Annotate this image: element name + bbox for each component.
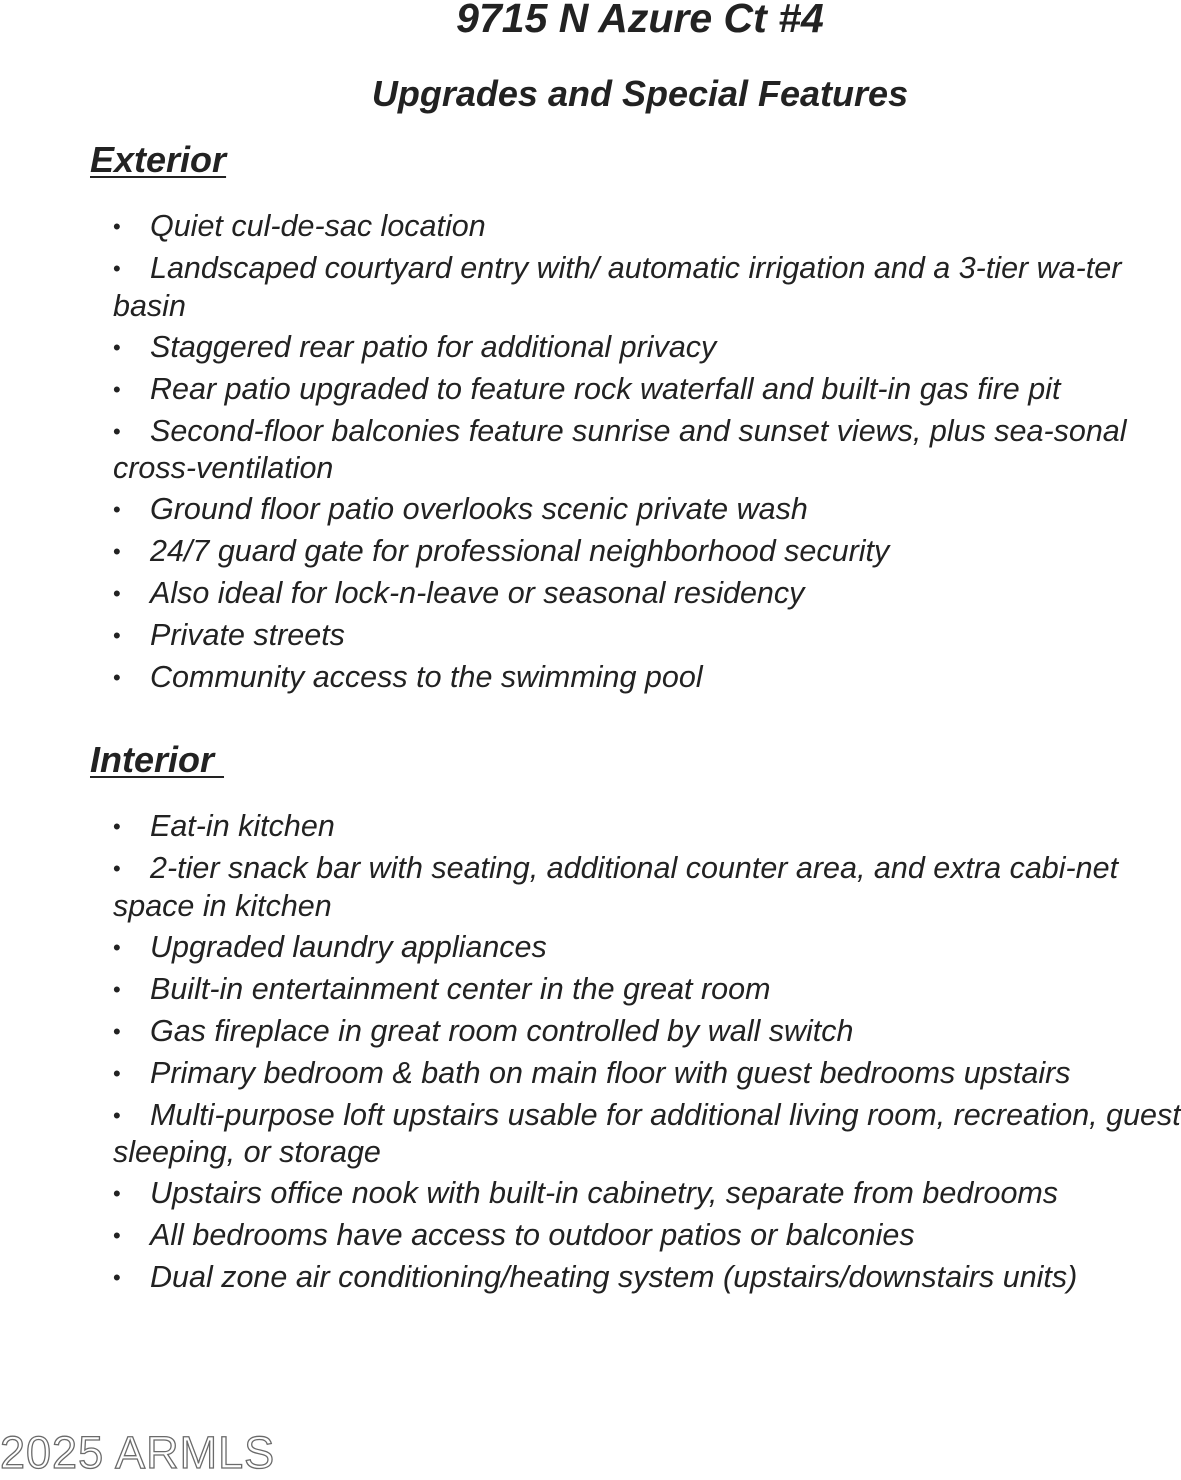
feature-text: Multi-purpose loft upstairs usable for additional living room, recreation, guest sleeping, or storage xyxy=(113,1097,1181,1169)
bullet-icon: • xyxy=(113,623,121,648)
list-item xyxy=(113,1097,1181,1171)
feature-text: Gas fireplace in great room controlled by wall switch xyxy=(150,1013,854,1048)
bullet-icon: • xyxy=(113,814,121,839)
list-item xyxy=(113,1013,1181,1051)
feature-text: Dual zone air conditioning/heating system (upstairs/downstairs units) xyxy=(150,1260,1078,1294)
bullet-icon: • xyxy=(113,256,121,281)
bullet-icon: • xyxy=(113,334,121,360)
bullet-icon: • xyxy=(113,1223,121,1248)
exterior-feature-list xyxy=(113,208,1181,701)
feature-text: Quiet cul-de-sac location xyxy=(150,209,486,243)
list-item xyxy=(113,1259,1181,1297)
list-item xyxy=(113,413,1181,487)
feature-text: Upgraded laundry appliances xyxy=(150,929,547,964)
list-item xyxy=(113,208,1181,246)
bullet-icon: • xyxy=(113,1018,121,1044)
feature-text: 24/7 guard gate for professional neighborhood security xyxy=(150,534,890,568)
bullet-icon: • xyxy=(113,1265,121,1290)
bullet-icon: • xyxy=(113,976,121,1002)
bullet-icon: • xyxy=(113,581,121,606)
feature-text: Eat-in kitchen xyxy=(150,809,335,843)
bullet-icon: • xyxy=(113,539,121,564)
bullet-icon: • xyxy=(113,214,121,239)
bullet-icon: • xyxy=(113,376,121,402)
list-item xyxy=(113,329,1181,367)
list-item xyxy=(113,850,1181,924)
list-item xyxy=(113,371,1181,409)
feature-text: Staggered rear patio for additional privacy xyxy=(150,329,717,364)
list-item xyxy=(113,1217,1181,1255)
interior-feature-list xyxy=(113,808,1181,1301)
list-item xyxy=(113,659,1181,697)
bullet-icon: • xyxy=(113,665,121,690)
bullet-icon: • xyxy=(113,934,121,960)
feature-text: Second-floor balconies feature sunrise and sunset views, plus sea-sonal cross-ventilation xyxy=(113,413,1127,485)
feature-text: Rear patio upgraded to feature rock waterfall and built-in gas fire pit xyxy=(150,371,1061,406)
bullet-icon: • xyxy=(113,856,121,881)
interior-section-heading: Interior xyxy=(90,739,225,780)
feature-text: Also ideal for lock-n-leave or seasonal residency xyxy=(150,576,805,610)
bullet-icon: • xyxy=(113,497,121,522)
list-item xyxy=(113,250,1181,324)
list-item xyxy=(113,533,1181,571)
bullet-icon: • xyxy=(113,418,121,444)
list-item xyxy=(113,929,1181,967)
list-item xyxy=(113,808,1181,846)
feature-text: Private streets xyxy=(150,618,345,652)
document-title: 9715 N Azure Ct #4 xyxy=(456,0,824,41)
feature-text: Community access to the swimming pool xyxy=(150,660,703,694)
feature-text: Built-in entertainment center in the great room xyxy=(150,971,771,1006)
copyright-watermark: 2025 ARMLS xyxy=(0,1427,276,1478)
bullet-icon: • xyxy=(113,1060,121,1086)
list-item xyxy=(113,971,1181,1009)
bullet-icon: • xyxy=(113,1181,121,1206)
list-item xyxy=(113,1175,1181,1213)
list-item xyxy=(113,1055,1181,1093)
feature-text: Primary bedroom & bath on main floor with guest bedrooms upstairs xyxy=(150,1055,1071,1090)
list-item xyxy=(113,575,1181,613)
feature-text: Ground floor patio overlooks scenic private wash xyxy=(150,492,808,526)
feature-text: Landscaped courtyard entry with/ automatic irrigation and a 3-tier wa-ter basin xyxy=(113,251,1122,323)
feature-text: 2-tier snack bar with seating, additional counter area, and extra cabi-net space in kitchen xyxy=(113,851,1119,923)
document-subtitle: Upgrades and Special Features xyxy=(371,73,909,114)
feature-text: All bedrooms have access to outdoor patios or balconies xyxy=(150,1218,915,1252)
list-item xyxy=(113,491,1181,529)
bullet-icon: • xyxy=(113,1102,121,1128)
exterior-section-heading: Exterior xyxy=(90,139,227,180)
feature-text: Upstairs office nook with built-in cabinetry, separate from bedrooms xyxy=(150,1176,1059,1210)
list-item xyxy=(113,617,1181,655)
